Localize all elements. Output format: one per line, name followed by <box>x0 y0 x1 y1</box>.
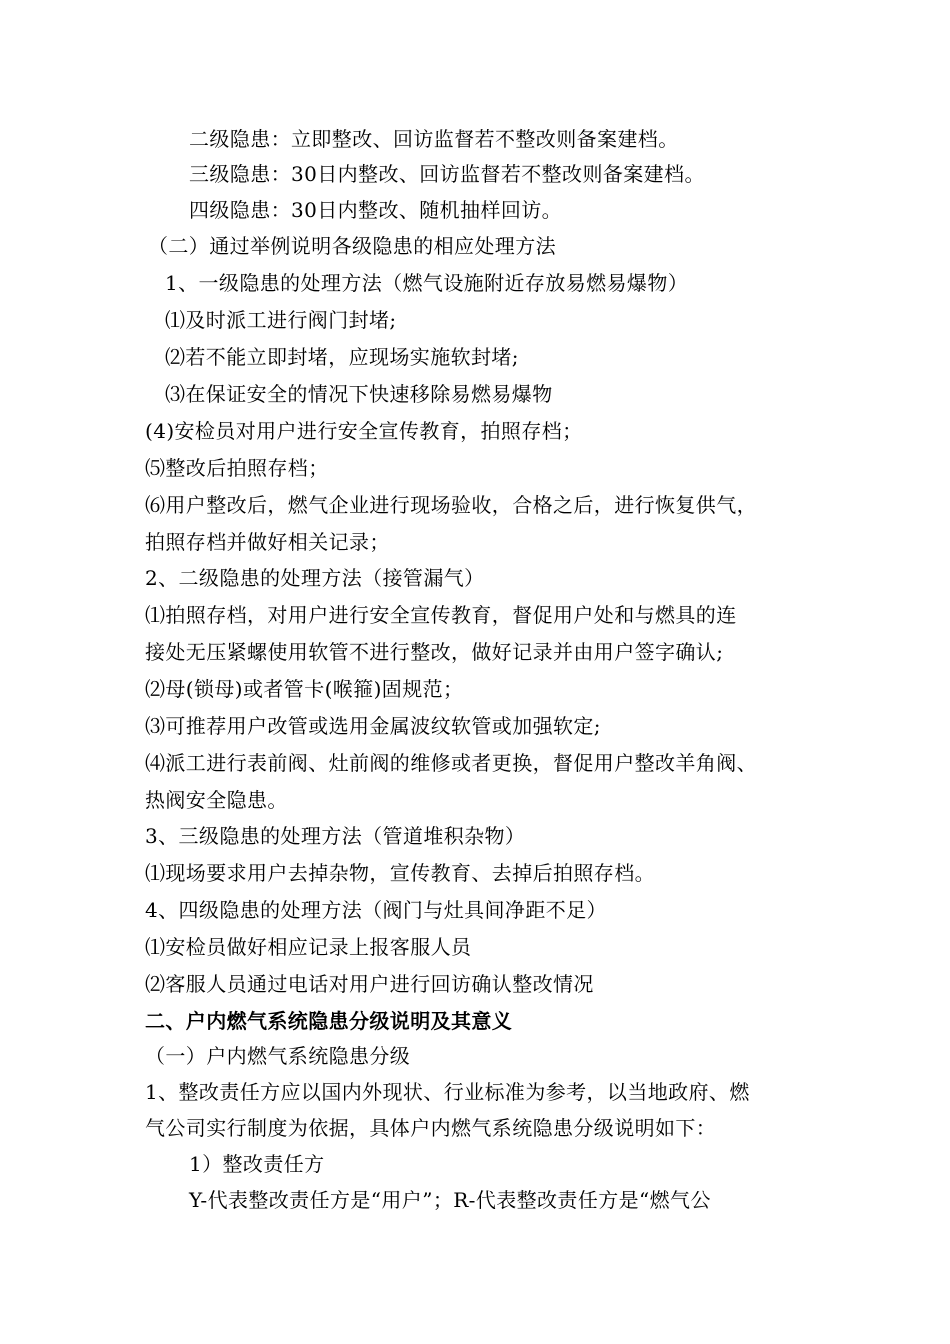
list-item: ⑴拍照存档，对用户进行安全宣传教育，督促用户处和与燃具的连 <box>145 603 737 627</box>
subsection-heading: 1、一级隐患的处理方法（燃气设施附近存放易燃易爆物） <box>165 271 689 295</box>
list-item: ⑶可推荐用户改管或选用金属波纹软管或加强软定; <box>145 714 601 738</box>
section-heading: （一）户内燃气系统隐患分级 <box>145 1044 411 1068</box>
list-item: ⑴及时派工进行阀门封堵; <box>165 308 397 332</box>
list-item: ⑵客服人员通过电话对用户进行回访确认整改情况 <box>145 972 594 996</box>
subsection-heading: 1）整改责任方 <box>189 1152 325 1176</box>
paragraph-line: 气公司实行制度为依据，具体户内燃气系统隐患分级说明如下： <box>145 1116 717 1140</box>
section-heading: （二）通过举例说明各级隐患的相应处理方法 <box>148 234 556 258</box>
subsection-heading: 4、四级隐患的处理方法（阀门与灶具间净距不足） <box>145 898 607 922</box>
list-item: ⑵母(锁母)或者管卡(喉箍)固规范； <box>145 677 464 701</box>
list-item: ⑹用户整改后，燃气企业进行现场验收，合格之后，进行恢复供气， <box>145 493 757 517</box>
subsection-heading: 3、三级隐患的处理方法（管道堆积杂物） <box>145 824 526 848</box>
list-item-continued: 拍照存档并做好相关记录； <box>145 530 390 554</box>
list-item: ⑴现场要求用户去掉杂物，宣传教育、去掉后拍照存档。 <box>145 861 655 885</box>
subsection-heading: 2、二级隐患的处理方法（接管漏气） <box>145 566 485 590</box>
list-item-continued: 接处无压紧螺使用软管不进行整改，做好记录并由用户签字确认; <box>145 640 724 664</box>
list-item: ⑶在保证安全的情况下快速移除易燃易爆物 <box>165 382 553 406</box>
list-item: ⑵若不能立即封堵，应现场实施软封堵; <box>165 345 519 369</box>
list-item: (4)安检员对用户进行安全宣传教育，拍照存档； <box>145 419 583 443</box>
list-item: ⑴安检员做好相应记录上报客服人员 <box>145 935 472 959</box>
list-item: ⑷派工进行表前阀、灶前阀的维修或者更换，督促用户整改羊角阀、 <box>145 751 757 775</box>
list-item-continued: 热阀安全隐患。 <box>145 788 288 812</box>
text-line: 二级隐患：立即整改、回访监督若不整改则备案建档。 <box>189 127 679 151</box>
text-line: 四级隐患：30日内整改、随机抽样回访。 <box>189 198 563 222</box>
text-line: 三级隐患：30日内整改、回访监督若不整改则备案建档。 <box>189 162 705 186</box>
paragraph-line: Y-代表整改责任方是“用户”；R-代表整改责任方是“燃气公 <box>189 1188 711 1212</box>
paragraph-line: 1、整改责任方应以国内外现状、行业标准为参考，以当地政府、燃 <box>145 1080 750 1104</box>
list-item: ⑸整改后拍照存档； <box>145 456 329 480</box>
chapter-heading: 二、户内燃气系统隐患分级说明及其意义 <box>145 1009 513 1033</box>
